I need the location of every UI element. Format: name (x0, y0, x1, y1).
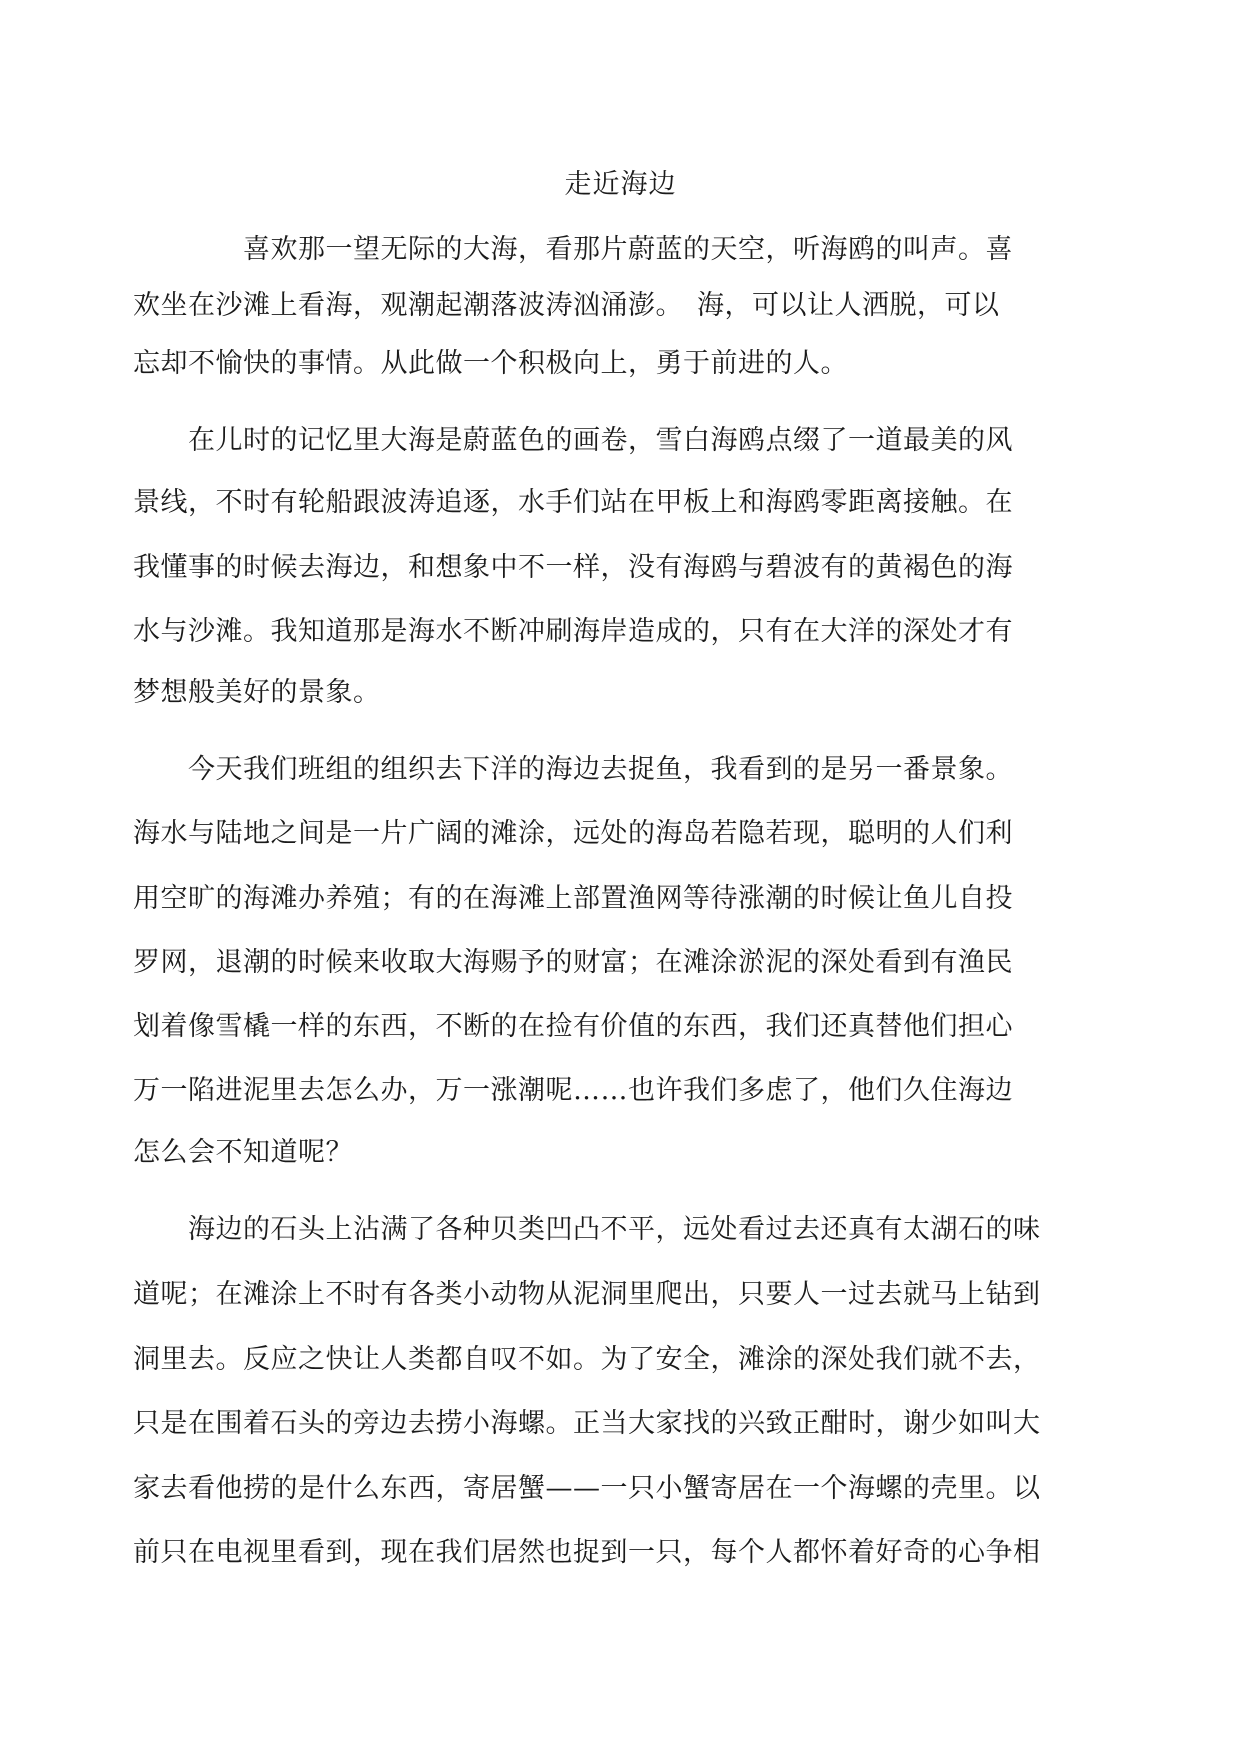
text-line-9: 今天我们班组的组织去下洋的海边去捉鱼，我看到的是另一番景象。 (188, 754, 1013, 785)
text-line-11: 用空旷的海滩办养殖；有的在海滩上部置渔网等待涨潮的时候让鱼儿自投 (133, 883, 1013, 914)
document-title: 走近海边 (564, 169, 677, 200)
text-line-1: 喜欢那一望无际的大海，看那片蔚蓝的天空，听海鸥的叫声。喜 (243, 234, 1013, 265)
text-line-2: 欢坐在沙滩上看海，观潮起潮落波涛汹涌澎。 海，可以让人洒脱，可以 (133, 290, 1000, 321)
text-line-21: 前只在电视里看到，现在我们居然也捉到一只，每个人都怀着好奇的心争相 (133, 1537, 1041, 1568)
text-line-15: 怎么会不知道呢？ (133, 1137, 353, 1168)
text-line-3: 忘却不愉快的事情。从此做一个积极向上，勇于前进的人。 (133, 348, 848, 379)
text-line-13: 划着像雪橇一样的东西，不断的在捡有价值的东西，我们还真替他们担心 (133, 1011, 1013, 1042)
text-line-4: 在儿时的记忆里大海是蔚蓝色的画卷，雪白海鸥点缀了一道最美的风 (188, 425, 1013, 456)
text-line-14: 万一陷进泥里去怎么办，万一涨潮呢……也许我们多虑了，他们久住海边 (133, 1075, 1013, 1106)
text-line-19: 只是在围着石头的旁边去捞小海螺。正当大家找的兴致正酣时，谢少如叫大 (133, 1408, 1041, 1439)
text-line-16: 海边的石头上沾满了各种贝类凹凸不平，远处看过去还真有太湖石的味 (188, 1214, 1041, 1245)
text-line-8: 梦想般美好的景象。 (133, 677, 381, 708)
text-line-5: 景线，不时有轮船跟波涛追逐，水手们站在甲板上和海鸥零距离接触。在 (133, 487, 1013, 518)
text-line-20: 家去看他捞的是什么东西，寄居蟹——一只小蟹寄居在一个海螺的壳里。以 (133, 1473, 1041, 1504)
text-line-7: 水与沙滩。我知道那是海水不断冲刷海岸造成的，只有在大洋的深处才有 (133, 616, 1013, 647)
text-line-18: 洞里去。反应之快让人类都自叹不如。为了安全，滩涂的深处我们就不去， (133, 1344, 1041, 1375)
text-line-12: 罗网，退潮的时候来收取大海赐予的财富；在滩涂淤泥的深处看到有渔民 (133, 947, 1013, 978)
text-line-10: 海水与陆地之间是一片广阔的滩涂，远处的海岛若隐若现，聪明的人们利 (133, 818, 1013, 849)
text-line-17: 道呢；在滩涂上不时有各类小动物从泥洞里爬出，只要人一过去就马上钻到 (133, 1279, 1041, 1310)
text-line-6: 我懂事的时候去海边，和想象中不一样，没有海鸥与碧波有的黄褐色的海 (133, 552, 1013, 583)
